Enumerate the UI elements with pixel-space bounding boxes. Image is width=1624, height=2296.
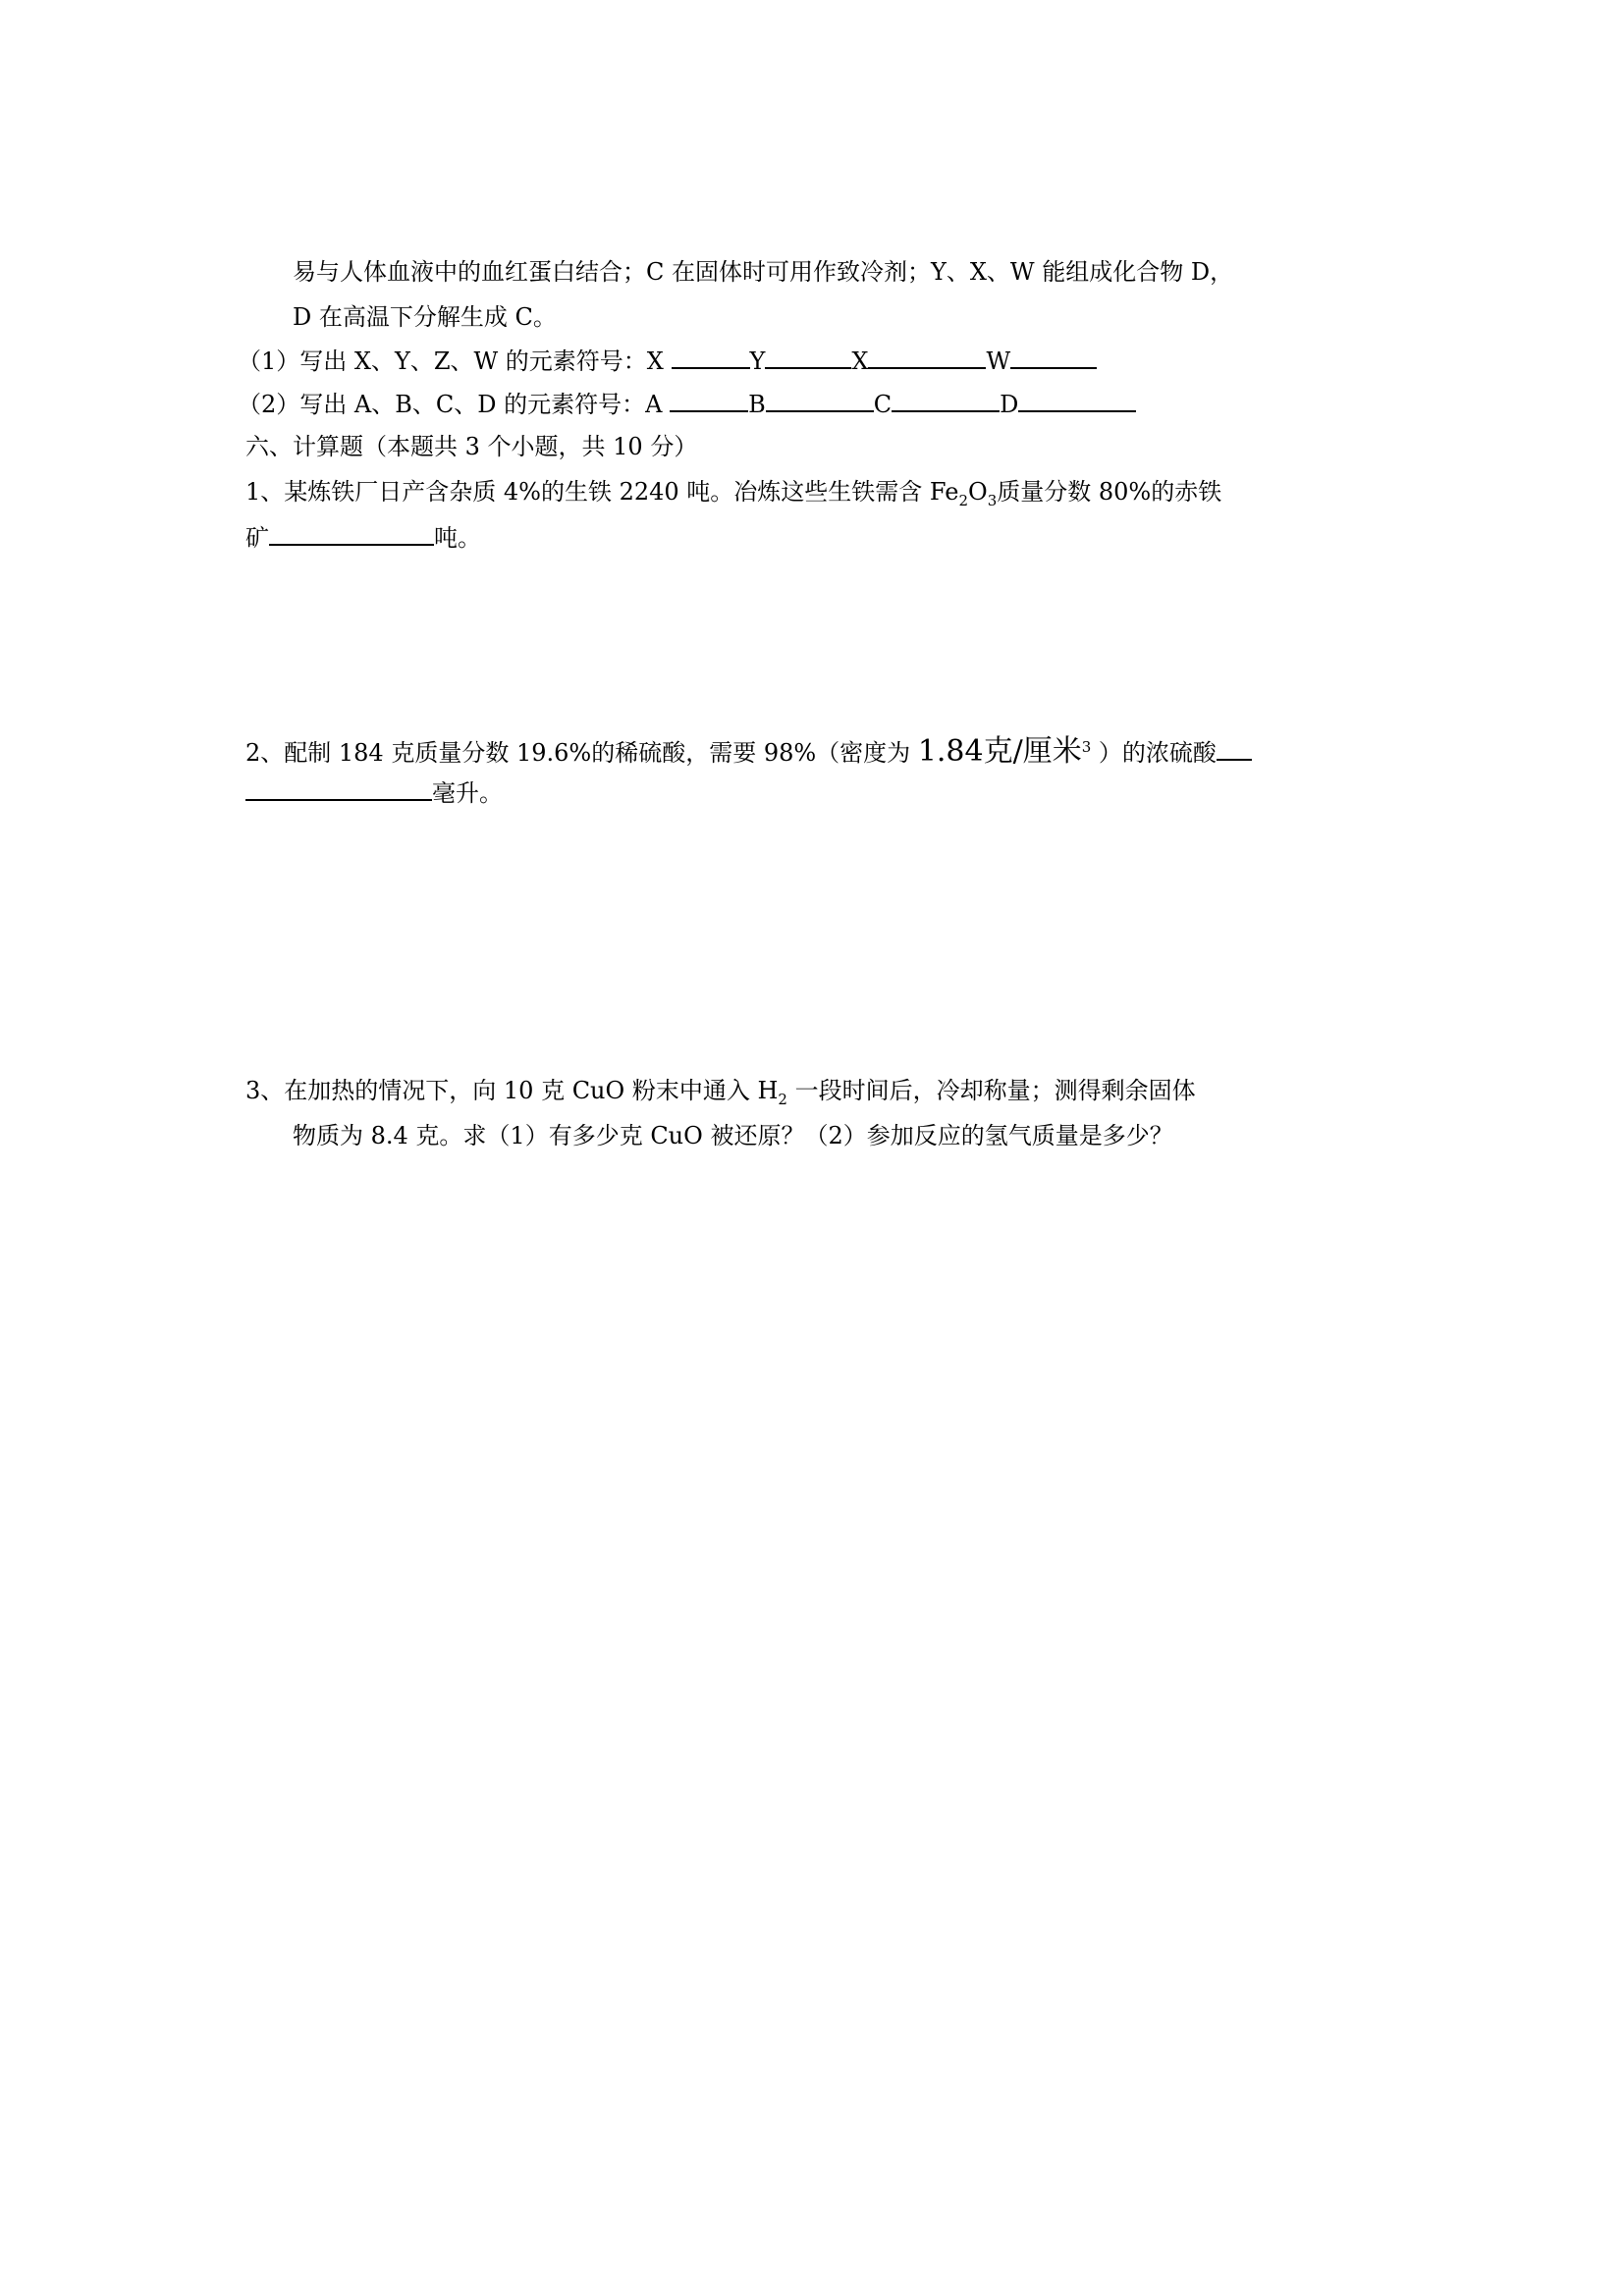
q5-sub-question-2 xyxy=(238,389,1136,419)
q5-1-label-y: Y xyxy=(749,347,766,375)
problem-1-sub-1: 2 xyxy=(958,491,969,509)
problem-1-line-2 xyxy=(245,522,481,553)
problem-2-line-1 xyxy=(245,732,1252,768)
answer-blank-problem-2-start[interactable] xyxy=(1217,737,1252,761)
q5-sub-question-1 xyxy=(238,346,1097,376)
answer-blank-w[interactable] xyxy=(1010,346,1097,369)
q5-2-label-c: C xyxy=(873,391,893,418)
q5-1-label-x: X xyxy=(851,347,869,375)
problem-1-line2-prefix: 矿 xyxy=(245,524,269,552)
answer-blank-problem-1[interactable] xyxy=(269,522,434,546)
problem-2-line2-suffix: 毫升。 xyxy=(432,779,503,807)
answer-blank-b[interactable] xyxy=(766,389,874,412)
q5-continuation-line-1 xyxy=(293,257,1233,287)
problem-1-text-a: 1、某炼铁厂日产含杂质 4%的生铁 2240 吨。冶炼这些生铁需含 Fe xyxy=(245,478,959,506)
problem-3-text-a: 3、在加热的情况下，向 10 克 CuO 粉末中通入 H xyxy=(245,1077,779,1104)
section-6-heading-text: 六、计算题（本题共 3 个小题，共 10 分） xyxy=(245,433,698,460)
q5-2-label-b: B xyxy=(748,391,766,418)
problem-1-text-b: O xyxy=(968,478,988,506)
problem-1-sub-2: 3 xyxy=(987,491,998,509)
answer-blank-y[interactable] xyxy=(765,346,851,369)
problem-3-sub: 2 xyxy=(778,1090,787,1108)
problem-1-text-c: 质量分数 80%的赤铁 xyxy=(997,478,1222,506)
q5-continuation-line-2 xyxy=(293,302,557,332)
q5-text-2: D 在高温下分解生成 C。 xyxy=(293,303,557,331)
problem-3-line-1 xyxy=(245,1076,1196,1114)
q5-1-label-w: W xyxy=(986,347,1011,375)
problem-1-line2-suffix: 吨。 xyxy=(434,524,481,552)
problem-2-text-a: 2、配制 184 克质量分数 19.6%的稀硫酸，需要 98%（密度为 xyxy=(245,739,918,767)
problem-2-line-2 xyxy=(245,777,503,808)
q5-text-1: 易与人体血液中的血红蛋白结合；C 在固体时可用作致冷剂；Y、X、W 能组成化合物 D， xyxy=(293,258,1234,286)
q5-2-prefix: （2）写出 A、B、C、D 的元素符号：A xyxy=(238,391,671,418)
q5-2-label-d: D xyxy=(1000,391,1019,418)
problem-2-text-b: ）的浓硫酸 xyxy=(1091,739,1217,767)
answer-blank-z[interactable] xyxy=(868,346,986,369)
section-6-heading xyxy=(245,432,697,461)
answer-blank-x[interactable] xyxy=(672,346,750,369)
answer-blank-d[interactable] xyxy=(1018,389,1136,412)
problem-1-line-1 xyxy=(245,477,1221,515)
answer-blank-a[interactable] xyxy=(670,389,748,412)
problem-2-sup: 3 xyxy=(1081,738,1092,756)
problem-3-text-c: 物质为 8.4 克。求（1）有多少克 CuO 被还原？（2）参加反应的氢气质量是多少？ xyxy=(293,1122,1173,1149)
answer-blank-c[interactable] xyxy=(892,389,1000,412)
q5-1-prefix: （1）写出 X、Y、Z、W 的元素符号：X xyxy=(238,347,672,375)
problem-3-text-b: 一段时间后，冷却称量；测得剩余固体 xyxy=(786,1077,1196,1104)
problem-3-line-2 xyxy=(293,1121,1173,1150)
problem-2-density: 1.84克/厘米 xyxy=(917,734,1082,769)
answer-blank-problem-2[interactable] xyxy=(245,777,432,801)
